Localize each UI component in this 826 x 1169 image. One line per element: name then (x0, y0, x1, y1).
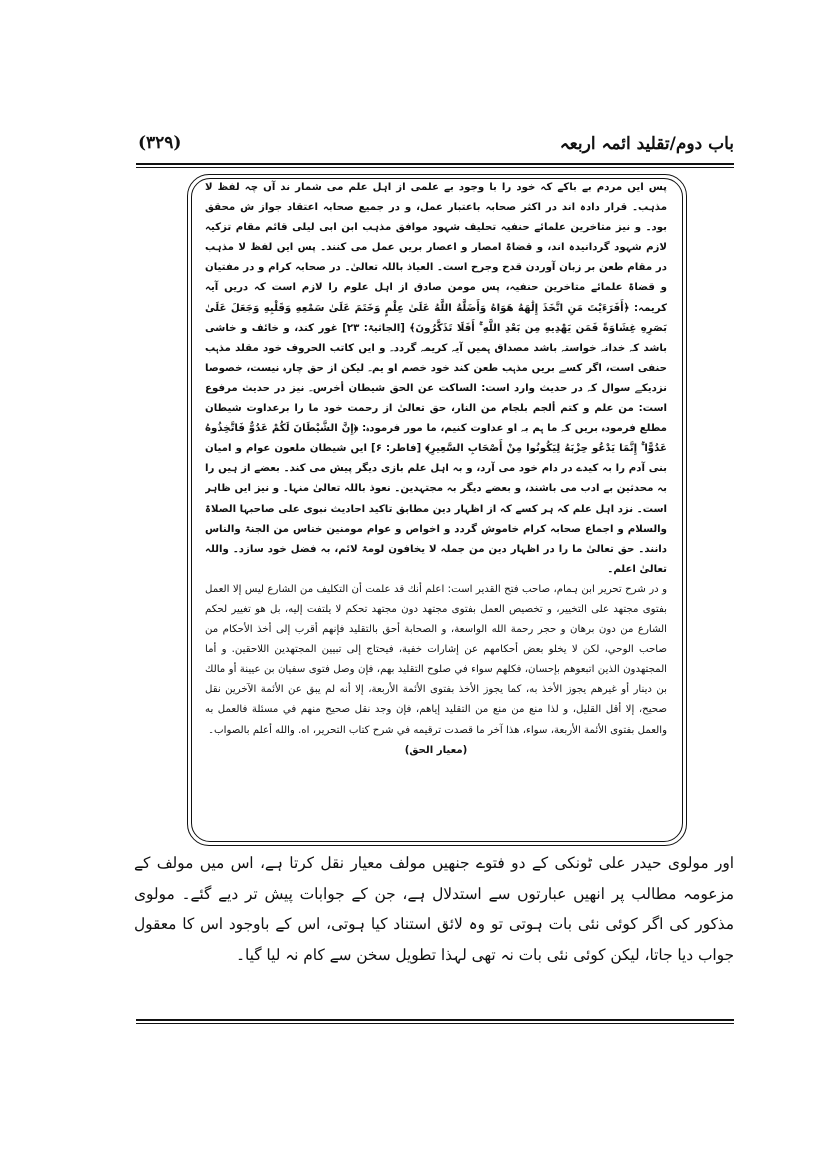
quote-paragraph-arabic: و در شرح تحریر ابن ہمام، صاحب فتح القدیر است: اعلم أنك قد علمت أن التكليف من الشارع ليس إلا العمل بفتوى مجتهد على التخيير، و تخصيص العمل بفتوى مجتهد دون مجتهد تحكم لا يلتفت إليه، بل هو تغيير لحكم الشارع من دون برهان و حجر رحمة الله الواسعة، و الصحابة أحق بالتقليد فإنهم أقرب إلى أخذ الأحكام من صاحب الوحي، لكن لا يخلو بعض أحكامهم عن إشارات خفية، فيحتاج إلى تبيين المجتهدين اللاحقين. و أما المجتهدون الذين اتبعوهم بإحسان، فكلهم سواء في صلوح التقليد بهم، فإن وصل فتوى سفيان بن عيينة أو مالك بن دينار أو غيرهم يجوز الأخذ به، كما يجوز الأخذ بفتوى الأئمة الأربعة، إلا أنه لم يبق عن الأئمة الآخرين نقل صحيح، إلا أقل القليل، و لذا منع من منع من التقليد إياهم، فإن وجد نقل صحيح منهم في مسئلة فالعمل به والعمل بفتوى الأئمة الأربعة، سواء، هذا آخر ما قصدت ترقيمه في شرح كتاب التحرير، اه. والله أعلم بالصواب۔ (205, 583, 667, 736)
quoted-passage (205, 178, 667, 838)
quote-paragraph-persian: پس ایں مردم بے باکے کہ خود را با وجود بے علمی از اہل علم می شمار ند آں چہ لفظ لا مذہب۔ قرار دادہ اند در اکثر صحابہ باعتبار عمل، و در جمیع صحابہ اعتقاد جواز ش محقق بود۔ و نیز متاخرین علمائے حنفیہ تحلیف شہود موافق مذہب ابن ابی لیلی قائم مقام تزکیہ لازم شہود گردانیدہ اند، و قضاۃ امصار و اعصار بریں عمل می کنند۔ پس ایں لفظ لا مذہب در مقام طعن بر زبان آوردن قدح وجرح است۔ العیاذ باللہ تعالیٰ۔ در صحابہ کرام و در مفتیان و قضاۃ علمائے متاخرین حنفیہ، پس مومن صادق از اہل علوم را لازم است کہ دریں آیہ کریمہ: ﴿أَفَرَءَيْتَ مَنِ اتَّخَذَ إِلَٰهَهُ هَوَاهُ وَأَضَلَّهُ اللَّهُ عَلَىٰ عِلْمٍ وَخَتَمَ عَلَىٰ سَمْعِهِ وَقَلْبِهِ وَجَعَلَ عَلَىٰ بَصَرِهِ غِشَاوَةً فَمَن يَهْدِيهِ مِن بَعْدِ اللَّهِ ۚ أَفَلَا تَذَكَّرُونَ﴾ [الجاثیۃ: ۲۳] غور کند، و خائف و خاشی باشد کہ خدانہ خواستہ باشد مصداق ہمیں آیہ کریمہ گردد۔ و ایں کاتب الحروف خود مقلد مذہب حنفی است، اگر کسے بریں مذہب طعن کند خود خصم او یم۔ لیکن از حق چارہ نیست، خصوصا نزدیکے سوال کہ در حدیث وارد است: الساکت عن الحق شیطان أخرس۔ نیز در حدیث مرفوع است: من علم و کتم ألجم بلجام من النار، حق تعالیٰ از رحمت خود ما را برعداوت شیطان مطلع فرمودہ بریں کہ ما ہم بہ او عداوت کنیم، ما مور فرمودہ: ﴿إِنَّ الشَّيْطَانَ لَكُمْ عَدُوٌّ فَاتَّخِذُوهُ عَدُوًّا ۚ إِنَّمَا يَدْعُو حِزْبَهُ لِيَكُونُوا مِنْ أَصْحَابِ السَّعِيرِ﴾ [فاطر: ۶] ایں شیطان ملعون عوام و امیان بنی آدم را بہ کیدے در دام خود می آرد، و بہ اہل علم بازی دیگر پیش می کند۔ بعضے از ہیں را بہ محدثین بے ادب می باشند، و بعضے دیگر بہ مجتہدین۔ نعوذ باللہ تعالیٰ منہا۔ و نیز ایں ظاہر است۔ نزد اہل علم کہ ہر کسے کہ از اظہار دین مطابق تاکید احادیث نبوی علی صاحبہا الصلاۃ والسلام و اجماع صحابہ کرام خاموش گردد و اخواص و عوام مومنین خناس من الجنۃ والناس دانند۔ حق تعالیٰ ما را در اظہار دین من جملہ لا یخافون لومۃ لائم، بہ فضل خود سازد۔ واللہ تعالیٰ اعلم۔ (205, 182, 667, 575)
header-rule (136, 163, 734, 165)
page-number: (۳۲۹) (138, 133, 182, 153)
quote-source: (معیار الحق) (404, 744, 468, 756)
footer-rule-thin (136, 1023, 734, 1024)
footer-rule (136, 1019, 734, 1021)
chapter-title: باب دوم/تقلید ائمہ اربعہ (559, 134, 734, 154)
body-paragraph: اور مولوی حیدر علی ٹونکی کے دو فتوے جنھیں مولف معیار نقل کرتا ہے، اس میں مولف کے مزعومہ مطالب پر انھیں عبارتوں سے استدلال ہے، جن کے جوابات پیش تر دیے گئے۔ مولوی مذکور کی اگر کوئی نئی بات ہوتی تو وہ لائق استناد کیا ہوتی، اس کے باوجود اس کا معقول جواب دیا جاتا، لیکن کوئی نئی بات نہ تھی لہذا تطویل سخن سے کام نہ لیا گیا۔ (134, 854, 734, 964)
main-text (134, 848, 734, 998)
page-header (136, 133, 734, 161)
header-rule-thin (136, 167, 734, 168)
